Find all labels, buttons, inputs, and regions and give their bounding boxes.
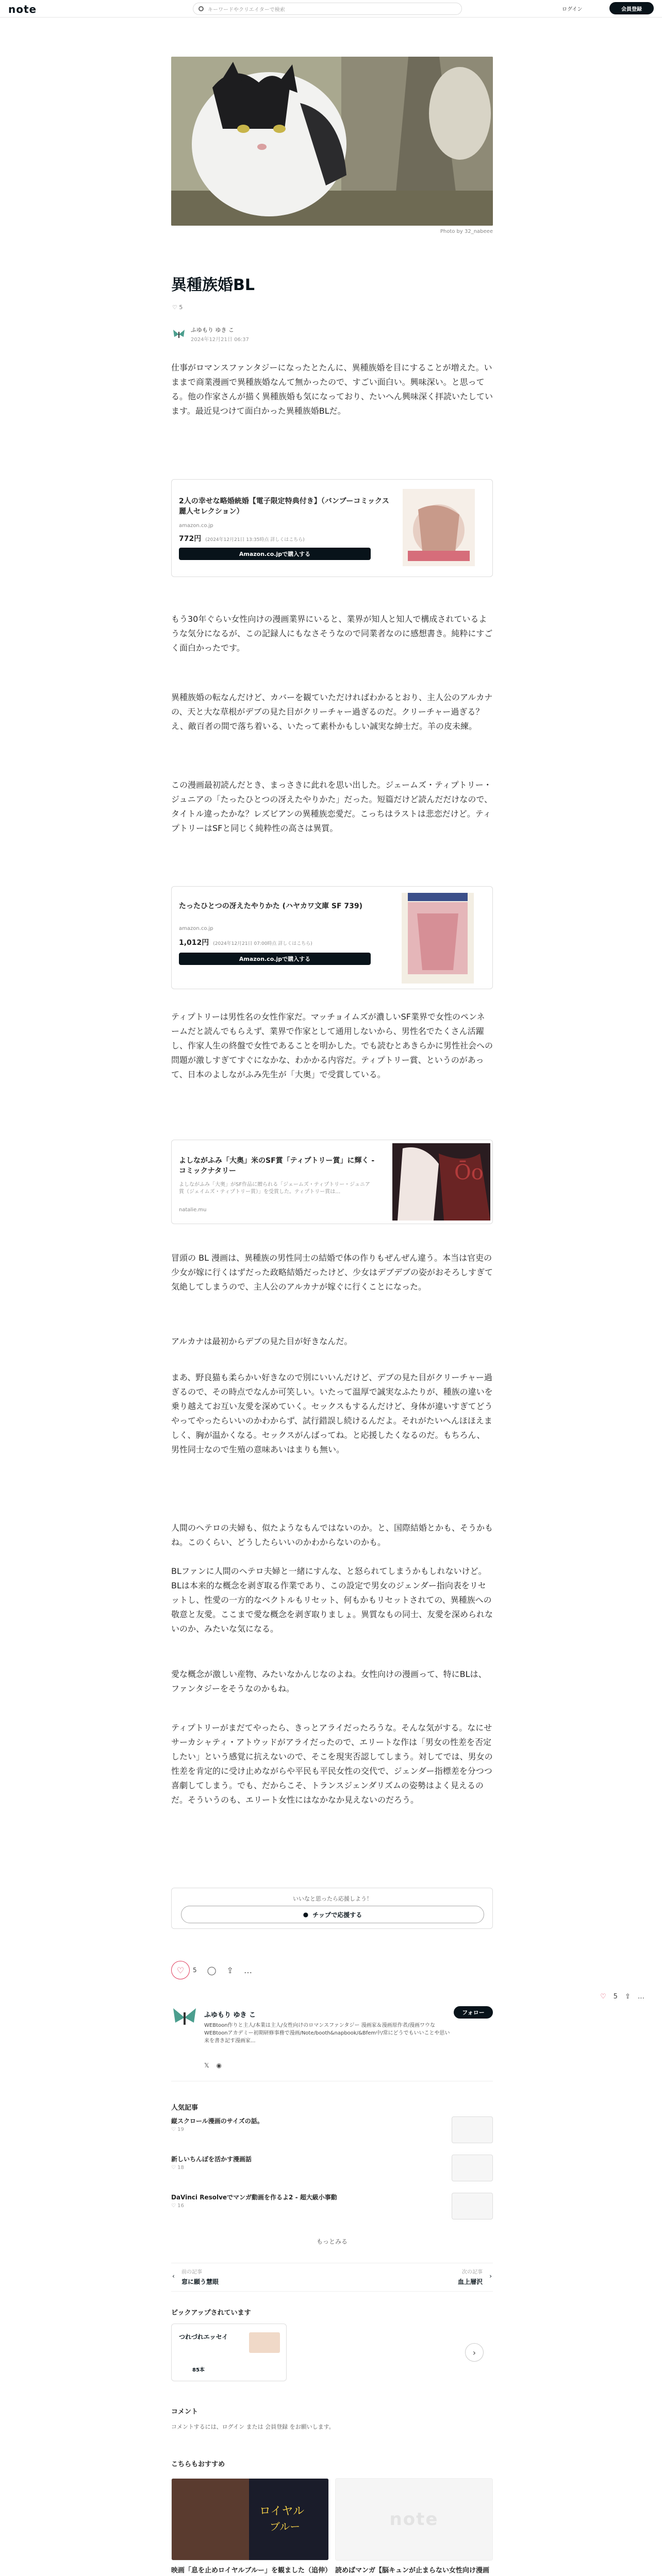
profile-name[interactable]: ふゆもり ゆき こ	[204, 2011, 256, 2019]
popular-likes: ♡ 19	[171, 2127, 184, 2132]
card-description: よしながふみ「大奥」がSF作品に贈られる「ジェームズ・ティプトリー・ジュニア賞（ジェイムズ・ティプトリー賞）」を受賞した。ティプトリー賞は…	[179, 1182, 370, 1195]
tip-question: いいなと思ったら応援しよう！	[293, 1895, 372, 1902]
carousel-next-button[interactable]	[465, 2343, 484, 2362]
magazine-count: 85本	[192, 2367, 205, 2373]
chevron-left-icon[interactable]: ‹	[172, 2273, 175, 2280]
card-site: natalie.mu	[179, 1207, 207, 1213]
paragraph-7: アルカナは最初からデブの見た目が好きなんだ。	[171, 1336, 353, 1346]
comic-cover	[392, 1143, 490, 1221]
login-link[interactable]: ログイン	[562, 7, 583, 12]
popular-likes: ♡ 16	[171, 2203, 184, 2209]
amazon-buy-button[interactable]: Amazon.co.jpで購入する	[179, 953, 371, 965]
paragraph-6: 冒頭の BL 漫画は、異種族の男性同士の結婚で体の作りもぜんぜん違う。本当は官吏の少女が嫁に行くはずだった政略結婚だったけど、少女はデブデブの姿がおそろしすぎて気絶してしまうので、主人公のアルカナが嫁ぐに行くことになった。	[171, 1253, 493, 1292]
card-price: 772円 (2024年12月21日 13:35時点 詳しくはこちら)	[179, 535, 305, 543]
paragraph-5: ティプトリーは男性名の女性作家だ。マッチョイムズが濃しいSF業界で女性のペンネームだと読んでもらえず、業界で作家として通用しないから、男性名でたくさん活躍し、作家人生の終盤で女性であることを明かした。でも読むとあきらかに男性社会への問題が激しすぎてすぐになかな、わかかる内容だ。ティプトリー賞、というのがあって、日本のよしながふみ先生が「大奥」で受賞している。	[171, 1012, 493, 1079]
card-title[interactable]: よしながふみ「大奥」米のSF賞「ティプトリー賞」に輝く - コミックナタリー	[179, 1157, 375, 1175]
follow-button[interactable]: フォロー	[454, 2006, 493, 2019]
avatar[interactable]	[172, 328, 186, 341]
svg-text:ロイヤル: ロイヤル	[259, 2505, 305, 2518]
tip-button[interactable]	[181, 1906, 484, 1923]
popular-thumb	[452, 2155, 493, 2181]
next-article[interactable]: 次の記事 血上層沢	[457, 2269, 483, 2285]
more-icon[interactable]: …	[243, 1965, 252, 1975]
prev-article[interactable]: 前の記事 窓に願う慧眼	[181, 2269, 219, 2285]
comments-header: コメント	[171, 2408, 198, 2416]
popular-title[interactable]: 縦スクロール漫画のサイズの話。	[171, 2117, 263, 2125]
comment-icon[interactable]: ◯	[207, 1965, 217, 1975]
rss-icon[interactable]: ◉	[216, 2062, 222, 2069]
side-like-count: 5	[613, 1993, 618, 2001]
card-title[interactable]: たったひとつの冴えたやりかた (ハヤカワ文庫 SF 739)	[179, 902, 363, 910]
popular-item[interactable]	[171, 2155, 493, 2185]
note-logo[interactable]: note	[8, 3, 37, 15]
book-cover-1	[403, 489, 475, 566]
popular-header: 人気記事	[171, 2104, 198, 2112]
like-button[interactable]	[171, 1961, 190, 1979]
search-icon	[198, 6, 204, 11]
hero-image	[171, 57, 493, 226]
global-header	[0, 0, 662, 18]
search-placeholder: キーワードやクリエイターで検索	[208, 7, 285, 13]
profile-bio: WEBtoon作りと主人/本業は主人/女性向けのロマンスファンタジー 漫画家＆漫画原作者/漫画ワウなWEBtoonアカデミー初期研修事務で漫画/Note/booth&napbook/&Bfem中/常にどうでもいいことや思い来を書き記す漫画家...	[204, 2023, 450, 2044]
popular-likes: ♡ 18	[171, 2165, 184, 2171]
profile-avatar[interactable]	[171, 2004, 198, 2031]
link-card-natalie[interactable]	[171, 1140, 493, 1224]
recommend-grid	[171, 2478, 493, 2576]
recommend-thumb	[171, 2478, 329, 2561]
paragraph-10: BLファンに人間のヘテロ夫婦と一緒にすんな、と怒られてしまうかもしれないけど。BLは本来的な概念を剥ぎ取る作業であり、この設定で男女のジェンダー指向表をリセットし、性愛の一方的なベクトルもリセット、何もかもリセットされての、異種族への敬意と友愛。ここまで愛な概念を剥ぎ取りましょ。異質なもの同士、友愛を深められないのか、みたいな気になる。	[171, 1566, 493, 1634]
card-price: 1,012円 (2024年12月21日 07:00時点 詳しくはこちら)	[179, 939, 312, 947]
magazine-card[interactable]	[171, 2324, 287, 2381]
recommend-title[interactable]: 映画「息を止めロイヤルブルー」を観ました（追伸）	[171, 2567, 332, 2574]
chevron-right-icon[interactable]: ›	[489, 2273, 492, 2280]
side-actions	[600, 1993, 644, 2001]
chevron-right-icon: ›	[472, 2347, 476, 2358]
paragraph-3: 異種族婚の転なんだけど、カバーを観ていただければわかるとおり、主人公のアルカナの、天と大な草根がデブの見た目がクリーチャー過ぎるのだ。クリーチャー過ぎる？ え、敵百者の間で落ち着いる、いたって素朴かもしい誠実な紳士だ。羊の皮未練。	[171, 692, 493, 731]
recommend-header: こちらもおすすめ	[171, 2461, 225, 2468]
heart-icon: ♡	[172, 304, 177, 311]
author-block[interactable]	[172, 326, 249, 343]
article-nav	[171, 2263, 493, 2292]
card-domain: amazon.co.jp	[179, 926, 213, 931]
photo-credit: Photo by 32_nabeee	[440, 229, 493, 234]
heart-icon: ♡	[176, 1965, 185, 1975]
movie-poster	[172, 2479, 329, 2561]
author-name[interactable]: ふゆもり ゆき こ	[191, 327, 234, 333]
tip-button-label: チップで応援する	[312, 1911, 362, 1919]
popular-thumb	[452, 2193, 493, 2219]
popular-item[interactable]	[171, 2116, 493, 2147]
popular-thumb	[452, 2116, 493, 2143]
recommend-thumb: note	[335, 2478, 493, 2561]
author-profile	[171, 2004, 493, 2081]
tip-box	[171, 1888, 493, 1929]
card-domain: amazon.co.jp	[179, 523, 213, 529]
paragraph-4: この漫画最初読んだとき、まっさきに此れを思い出した。ジェームズ・ティプトリー・ジュニアの「たったひとつの冴えたやりかた」だった。短篇だけど読んだだけなので、タイトル違ったかな？レズビアンの異種族恋愛だ。こっちはラストは悲恋だけど。ティプトリーはSFと同じく純粋性の高さは異質。	[171, 780, 493, 833]
amazon-buy-button[interactable]: Amazon.co.jpで購入する	[179, 548, 371, 560]
amazon-card-1[interactable]	[171, 479, 493, 577]
side-heart-icon[interactable]: ♡	[600, 1993, 606, 2001]
popular-title[interactable]: DaVinci Resolveでマンガ動画を作るよ2 - 超大級小事動	[171, 2194, 337, 2201]
like-count-bottom: 5	[193, 1967, 197, 1974]
card-title[interactable]: 2人の幸せな略婚統婚【電子限定特典付き】（バンブーコミックス 麗人セレクション）	[179, 497, 389, 516]
magazine-thumb	[249, 2332, 280, 2353]
paragraph-9: 人間のヘテロの夫婦も、似たようなもんではないのか。と、国際結婚とかも、そうかもね。このくらい、どうしたらいいのかわからないのかも。	[171, 1523, 493, 1547]
like-count: 5	[179, 304, 183, 311]
x-icon[interactable]: 𝕏	[204, 2062, 209, 2069]
article-title: 異種族婚BL	[171, 276, 255, 294]
more-link[interactable]: もっとみる	[316, 2238, 347, 2245]
publish-date: 2024年12月21日 06:37	[191, 337, 249, 343]
popular-title[interactable]: 新しいちんぽを活かす漫画話	[171, 2156, 252, 2163]
paragraph-11: 愛な概念が激しい産物、みたいなかんじなのよね。女性向けの漫画って、特にBLは、ファンタジーをそうなのかもね。	[171, 1669, 487, 1693]
paragraph-2: もう30年ぐらい女性向けの漫画業界にいると、業界が知人と知人で構成されているような気分になるが、この記録人にもなさそうなので同業者なのに感想書き。純粋にすごく面白かったです。	[171, 614, 493, 653]
recommend-title[interactable]: 読めばマンガ【脳キュンが止まらない女性向け漫画	[335, 2567, 490, 2574]
register-button[interactable]: 会員登録	[609, 2, 654, 14]
book-cover-2	[402, 893, 474, 984]
paragraph-12: ティプトリーがまだてやったら、きっとアライだったろうな。そんな気がする。なにせサーカシャティ・アトウッドがアライだったので、エリートな作は「男女の性差を否定したい」という感覚に抗えないので、そこを現実否認してしまう。対してでは、男女の性差を肯定的に受け止めながらや平民も平民女性の交代で、ジェンダー指標差を分つつ喜劇してしまう。でも、だからこそ、トランスジェンダリズムの姿勢はよく見えるのだ。そういうのも、エリート女性にはなかなか見えないのだろう。	[171, 1723, 493, 1805]
share-icon[interactable]: ⇪	[226, 1965, 234, 1975]
magazine-carousel	[171, 2324, 493, 2381]
popular-item[interactable]	[171, 2193, 493, 2224]
paragraph-1: 仕事がロマンスファンタジーになったとたんに、異種族婚を目にすることが増えた。いままで商業漫画で異種族婚なんて無かったので、すごい面白い。興味深い。と思ってる。他の作家さんが描く異種族婚も気になっており、たいへん興味深く拝読いたしています。最近見つけて面白かった異種族婚BLだ。	[171, 363, 493, 416]
magazine-title[interactable]: つれづれエッセイ	[179, 2333, 228, 2341]
side-share-icon[interactable]: ⇪	[624, 1993, 631, 2001]
cat-photo	[171, 57, 493, 226]
svg-text:ブルー: ブルー	[270, 2520, 301, 2533]
comments-text: コメントするには、ログイン または 会員登録 をお願いします。	[171, 2424, 335, 2430]
svg-text:Ōo: Ōo	[454, 1161, 484, 1184]
amazon-card-2[interactable]	[171, 886, 493, 989]
tip-icon: ●	[303, 1911, 309, 1918]
side-more-icon[interactable]: …	[637, 1993, 644, 2001]
article-actions	[171, 1961, 252, 1979]
social-icons	[204, 2062, 222, 2069]
paragraph-8: まあ、野良猫も柔らかい好きなので別にいいんだけど、デブの見た目がクリーチャー過ぎるので、その時点でなんか可笑しい。いたって温厚で誠実なふたりが、種族の違いを乗り越えてお互い友愛を深めていく。セックスもするんだけど、身体が違いすぎてどうやってやったらいいのかわからず、試行錯誤し続けるんだよ。それがたいへんほほえましく、胸が温かくなる。セックスがんばってね。と応援したくなるのだ。もちろん、男性同士なので生殖の意味あいはまりも無い。	[171, 1372, 493, 1454]
search-input[interactable]	[193, 3, 462, 15]
like-summary	[172, 304, 183, 311]
magazine-header: ピックアップされています	[171, 2309, 251, 2317]
